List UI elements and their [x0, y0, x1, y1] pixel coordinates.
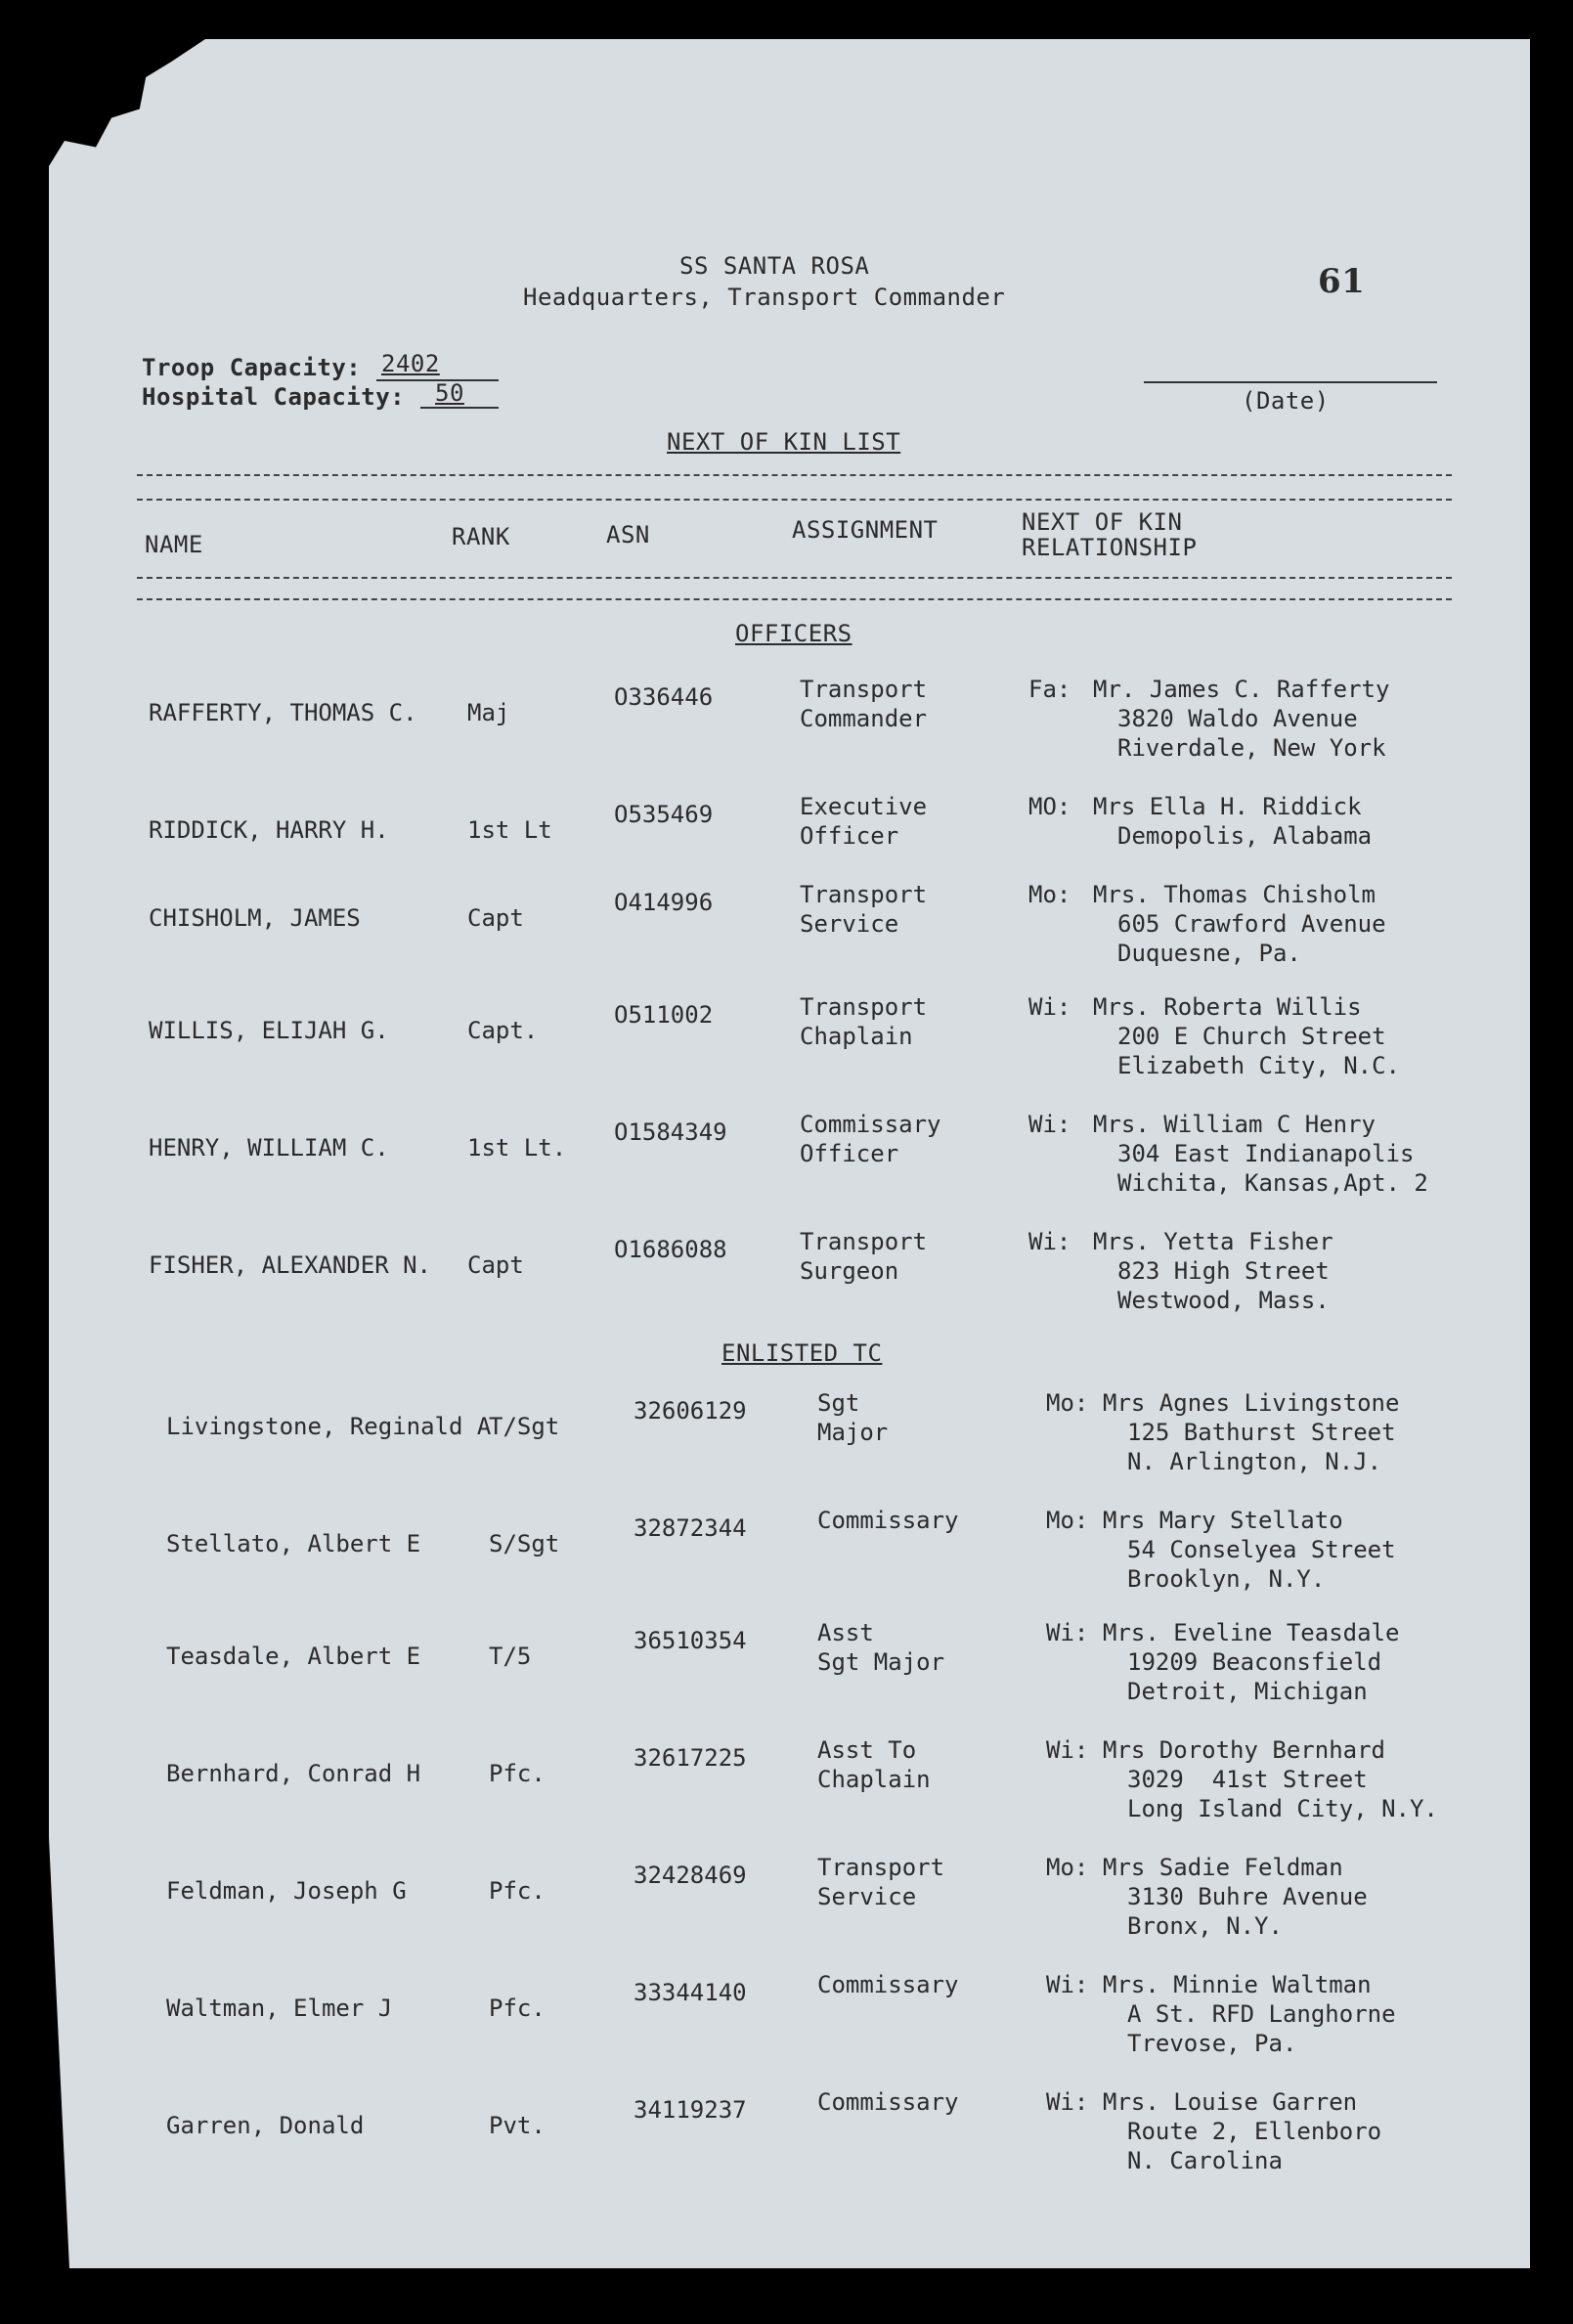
hospital-capacity-label: Hospital Capacity:: [142, 383, 406, 411]
page-number: 61: [1318, 262, 1366, 301]
next-of-kin-address-2: Riverdale, New York: [1117, 734, 1386, 762]
next-of-kin-address-2: Elizabeth City, N.C.: [1117, 1052, 1400, 1079]
next-of-kin-address-2: Brooklyn, N.Y.: [1127, 1565, 1326, 1593]
next-of-kin-address-1: 823 High Street: [1117, 1257, 1330, 1285]
col-name: NAME: [145, 531, 203, 558]
person-name: RAFFERTY, THOMAS C.: [149, 699, 417, 726]
assignment-line-2: Chaplain: [800, 1023, 913, 1050]
next-of-kin-name: Mrs Ella H. Riddick: [1093, 793, 1362, 820]
assignment-line-1: Transport: [800, 1228, 928, 1255]
person-rank: S/Sgt: [489, 1530, 560, 1557]
next-of-kin-address-2: Detroit, Michigan: [1127, 1678, 1368, 1705]
next-of-kin-name: Mrs. Louise Garren: [1103, 2088, 1358, 2116]
next-of-kin-name: Mrs Mary Stellato: [1103, 1507, 1343, 1534]
next-of-kin-name: Mr. James C. Rafferty: [1093, 676, 1390, 703]
person-rank: T/Sgt: [489, 1413, 560, 1440]
next-of-kin-name: Mrs. Thomas Chisholm: [1093, 881, 1376, 908]
hospital-capacity-value: 50: [435, 379, 464, 407]
person-asn: 32606129: [634, 1397, 747, 1425]
relationship: Wi:: [1046, 1971, 1089, 1998]
person-rank: Capt.: [467, 1017, 539, 1044]
next-of-kin-address-1: 304 East Indianapolis: [1117, 1140, 1415, 1167]
person-rank: T/5: [489, 1643, 532, 1670]
next-of-kin-address-1: A St. RFD Langhorne: [1127, 2000, 1396, 2028]
next-of-kin-address-2: N. Arlington, N.J.: [1127, 1448, 1382, 1475]
next-of-kin-name: Mrs. Minnie Waltman: [1103, 1971, 1372, 1998]
next-of-kin-address-1: Demopolis, Alabama: [1117, 822, 1373, 850]
header-rule-top-2: [137, 499, 1452, 501]
person-asn: O336446: [614, 683, 714, 711]
assignment-line-2: Major: [817, 1419, 889, 1446]
person-name: Bernhard, Conrad H: [166, 1760, 421, 1787]
person-name: WILLIS, ELIJAH G.: [149, 1017, 389, 1044]
assignment-line-2: Commander: [800, 705, 928, 732]
assignment-line-1: Commissary: [817, 2088, 959, 2116]
relationship: MO:: [1028, 793, 1071, 820]
person-rank: 1st Lt.: [467, 1134, 567, 1162]
header-rule-top-1: [137, 474, 1452, 476]
col-rank: RANK: [452, 523, 510, 550]
next-of-kin-address-1: 54 Conselyea Street: [1127, 1536, 1396, 1563]
next-of-kin-address-2: Trevose, Pa.: [1127, 2030, 1297, 2057]
next-of-kin-address-1: 605 Crawford Avenue: [1117, 910, 1386, 938]
troop-capacity-value: 2402: [381, 350, 440, 377]
assignment-line-1: Transport: [800, 993, 928, 1021]
person-name: Waltman, Elmer J: [166, 1995, 393, 2022]
next-of-kin-address-1: 3820 Waldo Avenue: [1117, 705, 1358, 732]
assignment-line-1: Commissary: [817, 1507, 959, 1534]
assignment-line-1: Asst To: [817, 1736, 917, 1764]
section-officers: OFFICERS: [735, 620, 852, 647]
header-rule-bottom-2: [137, 598, 1452, 600]
next-of-kin-name: Mrs. Eveline Teasdale: [1103, 1619, 1400, 1646]
relationship: Mo:: [1046, 1389, 1089, 1417]
assignment-line-1: Sgt: [817, 1389, 860, 1417]
person-name: RIDDICK, HARRY H.: [149, 816, 389, 844]
person-asn: O1584349: [614, 1118, 727, 1146]
relationship: Wi:: [1046, 1736, 1089, 1764]
hospital-capacity-underline: [420, 407, 499, 409]
person-asn: 32872344: [634, 1514, 747, 1542]
relationship: Fa:: [1028, 676, 1071, 703]
col-asn: ASN: [606, 521, 650, 548]
person-rank: Pfc.: [489, 1995, 546, 2022]
next-of-kin-address-1: 200 E Church Street: [1117, 1023, 1386, 1050]
relationship: Wi:: [1028, 1111, 1071, 1138]
assignment-line-1: Commissary: [817, 1971, 959, 1998]
next-of-kin-name: Mrs Sadie Feldman: [1103, 1854, 1343, 1881]
person-rank: Pvt.: [489, 2112, 546, 2139]
person-asn: O1686088: [614, 1236, 727, 1263]
next-of-kin-address-2: Long Island City, N.Y.: [1127, 1795, 1438, 1822]
next-of-kin-address-2: Westwood, Mass.: [1117, 1287, 1330, 1314]
next-of-kin-address-1: 3130 Buhre Avenue: [1127, 1883, 1368, 1910]
person-asn: O535469: [614, 801, 714, 828]
assignment-line-2: Service: [817, 1883, 917, 1910]
person-name: CHISHOLM, JAMES: [149, 904, 361, 932]
relationship: Wi:: [1028, 1228, 1071, 1255]
next-of-kin-address-2: Wichita, Kansas,Apt. 2: [1117, 1169, 1428, 1197]
next-of-kin-name: Mrs Dorothy Bernhard: [1103, 1736, 1385, 1764]
relationship: Wi:: [1046, 1619, 1089, 1646]
person-rank: Capt: [467, 904, 524, 932]
assignment-line-2: Officer: [800, 1140, 899, 1167]
date-line: [1144, 381, 1437, 383]
next-of-kin-address-2: N. Carolina: [1127, 2147, 1283, 2174]
person-name: FISHER, ALEXANDER N.: [149, 1251, 431, 1279]
person-asn: 34119237: [634, 2096, 747, 2124]
person-name: HENRY, WILLIAM C.: [149, 1134, 389, 1162]
next-of-kin-address-2: Duquesne, Pa.: [1117, 940, 1301, 967]
person-rank: Capt: [467, 1251, 524, 1279]
person-name: Livingstone, Reginald A: [166, 1413, 492, 1440]
assignment-line-2: Service: [800, 910, 899, 938]
person-asn: O511002: [614, 1001, 714, 1029]
col-nok: NEXT OF KIN: [1022, 508, 1183, 536]
next-of-kin-address-1: 3029 41st Street: [1127, 1766, 1368, 1793]
header-rule-bottom-1: [137, 577, 1452, 579]
relationship: Mo:: [1046, 1507, 1089, 1534]
person-name: Garren, Donald: [166, 2112, 365, 2139]
relationship: Wi:: [1046, 2088, 1089, 2116]
relationship: Mo:: [1028, 881, 1071, 908]
assignment-line-1: Transport: [800, 881, 928, 908]
person-name: Stellato, Albert E: [166, 1530, 421, 1557]
person-asn: 36510354: [634, 1627, 747, 1654]
next-of-kin-address-1: 19209 Beaconsfield: [1127, 1648, 1382, 1676]
next-of-kin-name: Mrs Agnes Livingstone: [1103, 1389, 1400, 1417]
assignment-line-2: Officer: [800, 822, 899, 850]
col-assignment: ASSIGNMENT: [792, 516, 939, 544]
assignment-line-1: Commissary: [800, 1111, 941, 1138]
relationship: Mo:: [1046, 1854, 1089, 1881]
person-asn: 32617225: [634, 1744, 747, 1772]
next-of-kin-address-2: Bronx, N.Y.: [1127, 1912, 1283, 1940]
person-rank: Pfc.: [489, 1760, 546, 1787]
person-rank: Maj: [467, 699, 510, 726]
person-asn: O414996: [614, 889, 714, 916]
assignment-line-2: Chaplain: [817, 1766, 931, 1793]
assignment-line-2: Surgeon: [800, 1257, 899, 1285]
person-rank: 1st Lt: [467, 816, 552, 844]
assignment-line-1: Transport: [817, 1854, 945, 1881]
relationship: Wi:: [1028, 993, 1071, 1021]
person-asn: 32428469: [634, 1862, 747, 1889]
person-name: Feldman, Joseph G: [166, 1877, 407, 1905]
person-asn: 33344140: [634, 1979, 747, 2006]
col-relationship: RELATIONSHIP: [1022, 534, 1198, 561]
assignment-line-1: Transport: [800, 676, 928, 703]
section-enlisted: ENLISTED TC: [721, 1339, 883, 1367]
office-title: Headquarters, Transport Commander: [523, 284, 1006, 311]
assignment-line-1: Asst: [817, 1619, 874, 1646]
date-label: (Date): [1242, 387, 1330, 415]
next-of-kin-address-1: 125 Bathurst Street: [1127, 1419, 1396, 1446]
next-of-kin-address-1: Route 2, Ellenboro: [1127, 2118, 1382, 2145]
next-of-kin-name: Mrs. Yetta Fisher: [1093, 1228, 1333, 1255]
troop-capacity-label: Troop Capacity:: [142, 354, 362, 381]
assignment-line-1: Executive: [800, 793, 928, 820]
assignment-line-2: Sgt Major: [817, 1648, 945, 1676]
list-title: NEXT OF KIN LIST: [667, 428, 901, 456]
ship-name: SS SANTA ROSA: [679, 252, 870, 280]
next-of-kin-name: Mrs. William C Henry: [1093, 1111, 1376, 1138]
person-name: Teasdale, Albert E: [166, 1643, 421, 1670]
next-of-kin-name: Mrs. Roberta Willis: [1093, 993, 1362, 1021]
person-rank: Pfc.: [489, 1877, 546, 1905]
